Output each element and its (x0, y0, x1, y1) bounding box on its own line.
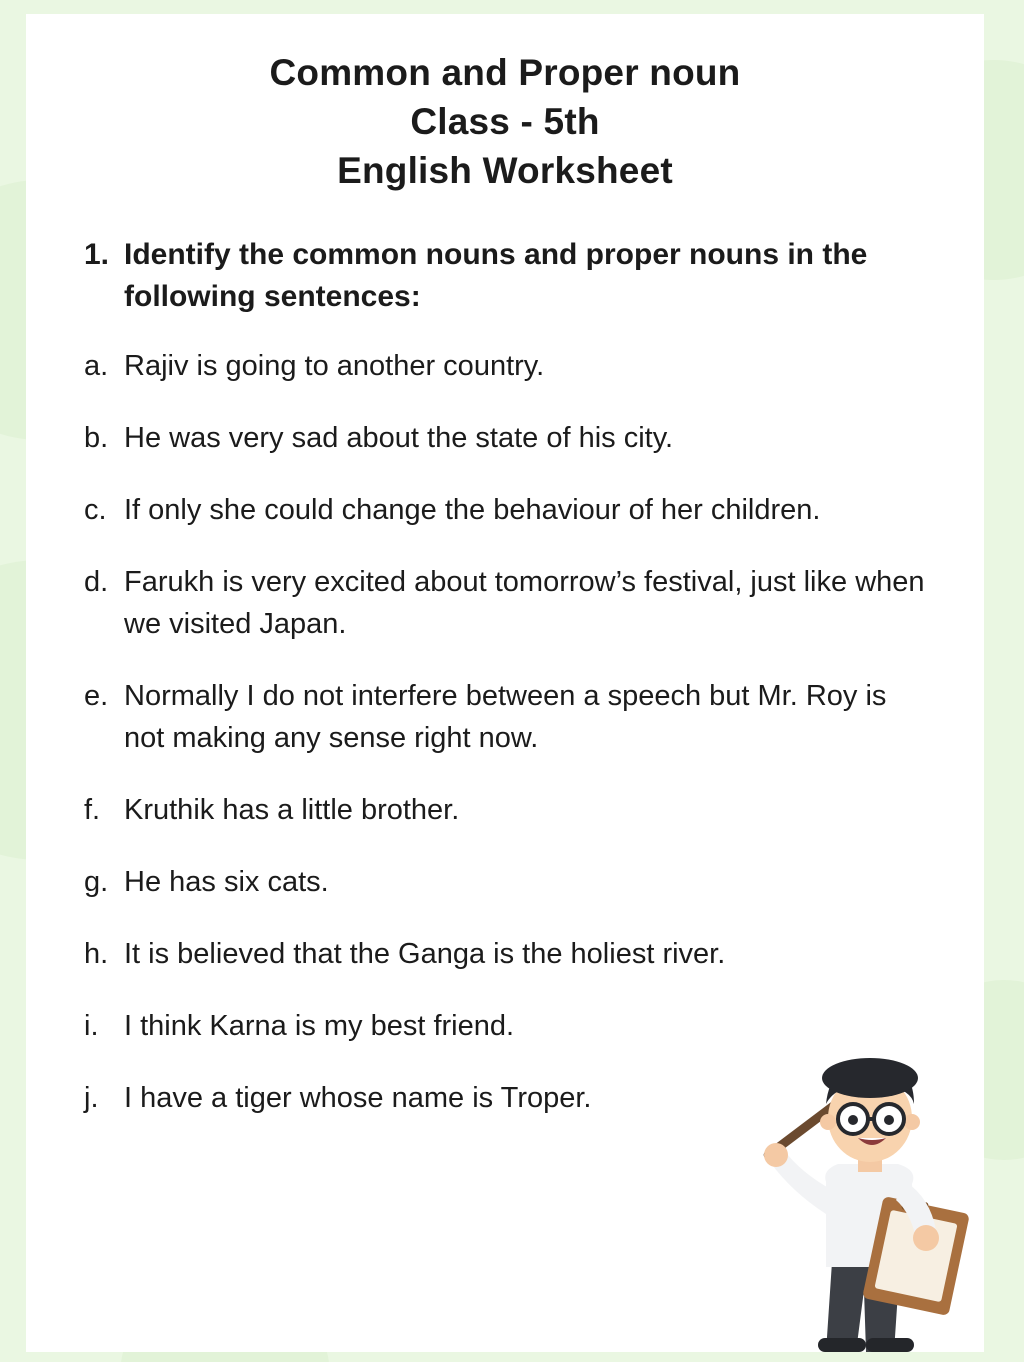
item-text: Normally I do not interfere between a speech but Mr. Roy is not making any sense right now. (124, 680, 887, 755)
item-label: f. (84, 794, 101, 827)
item-label: b. (84, 421, 109, 454)
list-item (84, 345, 926, 387)
item-label: h. (84, 938, 109, 971)
worksheet-page (26, 14, 984, 1352)
question-1 (84, 234, 926, 319)
item-label: i. (84, 1010, 99, 1043)
title-line-class: Class - 5th (410, 101, 600, 143)
item-text: Rajiv is going to another country. (124, 349, 545, 382)
list-item (84, 933, 926, 975)
item-text: I think Karna is my best friend. (124, 1010, 515, 1043)
item-text: He was very sad about the state of his city. (124, 421, 674, 454)
item-label: j. (84, 1082, 99, 1115)
list-item (84, 675, 926, 759)
item-text: I have a tiger whose name is Troper. (124, 1082, 592, 1115)
list-item (84, 861, 926, 903)
item-text: It is believed that the Ganga is the holiest river. (124, 938, 726, 971)
item-label: d. (84, 565, 109, 598)
item-label: e. (84, 680, 109, 713)
list-item (84, 561, 926, 645)
list-item (84, 789, 926, 831)
question-number: 1. (84, 237, 110, 271)
item-label: c. (84, 493, 107, 526)
title-line-subject: Common and Proper noun (269, 52, 741, 93)
list-item (84, 417, 926, 459)
item-text: Farukh is very excited about tomorrow’s festival, just like when we visited Japan. (124, 565, 925, 640)
question-items-list (84, 345, 926, 1120)
teacher-with-pointer-illustration (760, 1022, 984, 1352)
title-line-document-type: English Worksheet (337, 150, 673, 192)
list-item (84, 489, 926, 531)
item-text: He has six cats. (124, 866, 329, 899)
worksheet-title (84, 48, 926, 196)
item-label: g. (84, 866, 109, 899)
item-text: Kruthik has a little brother. (124, 794, 460, 827)
item-label: a. (84, 349, 109, 382)
question-text: Identify the common nouns and proper nouns in the following sentences: (124, 237, 868, 314)
item-text: If only she could change the behaviour of her children. (124, 493, 821, 526)
